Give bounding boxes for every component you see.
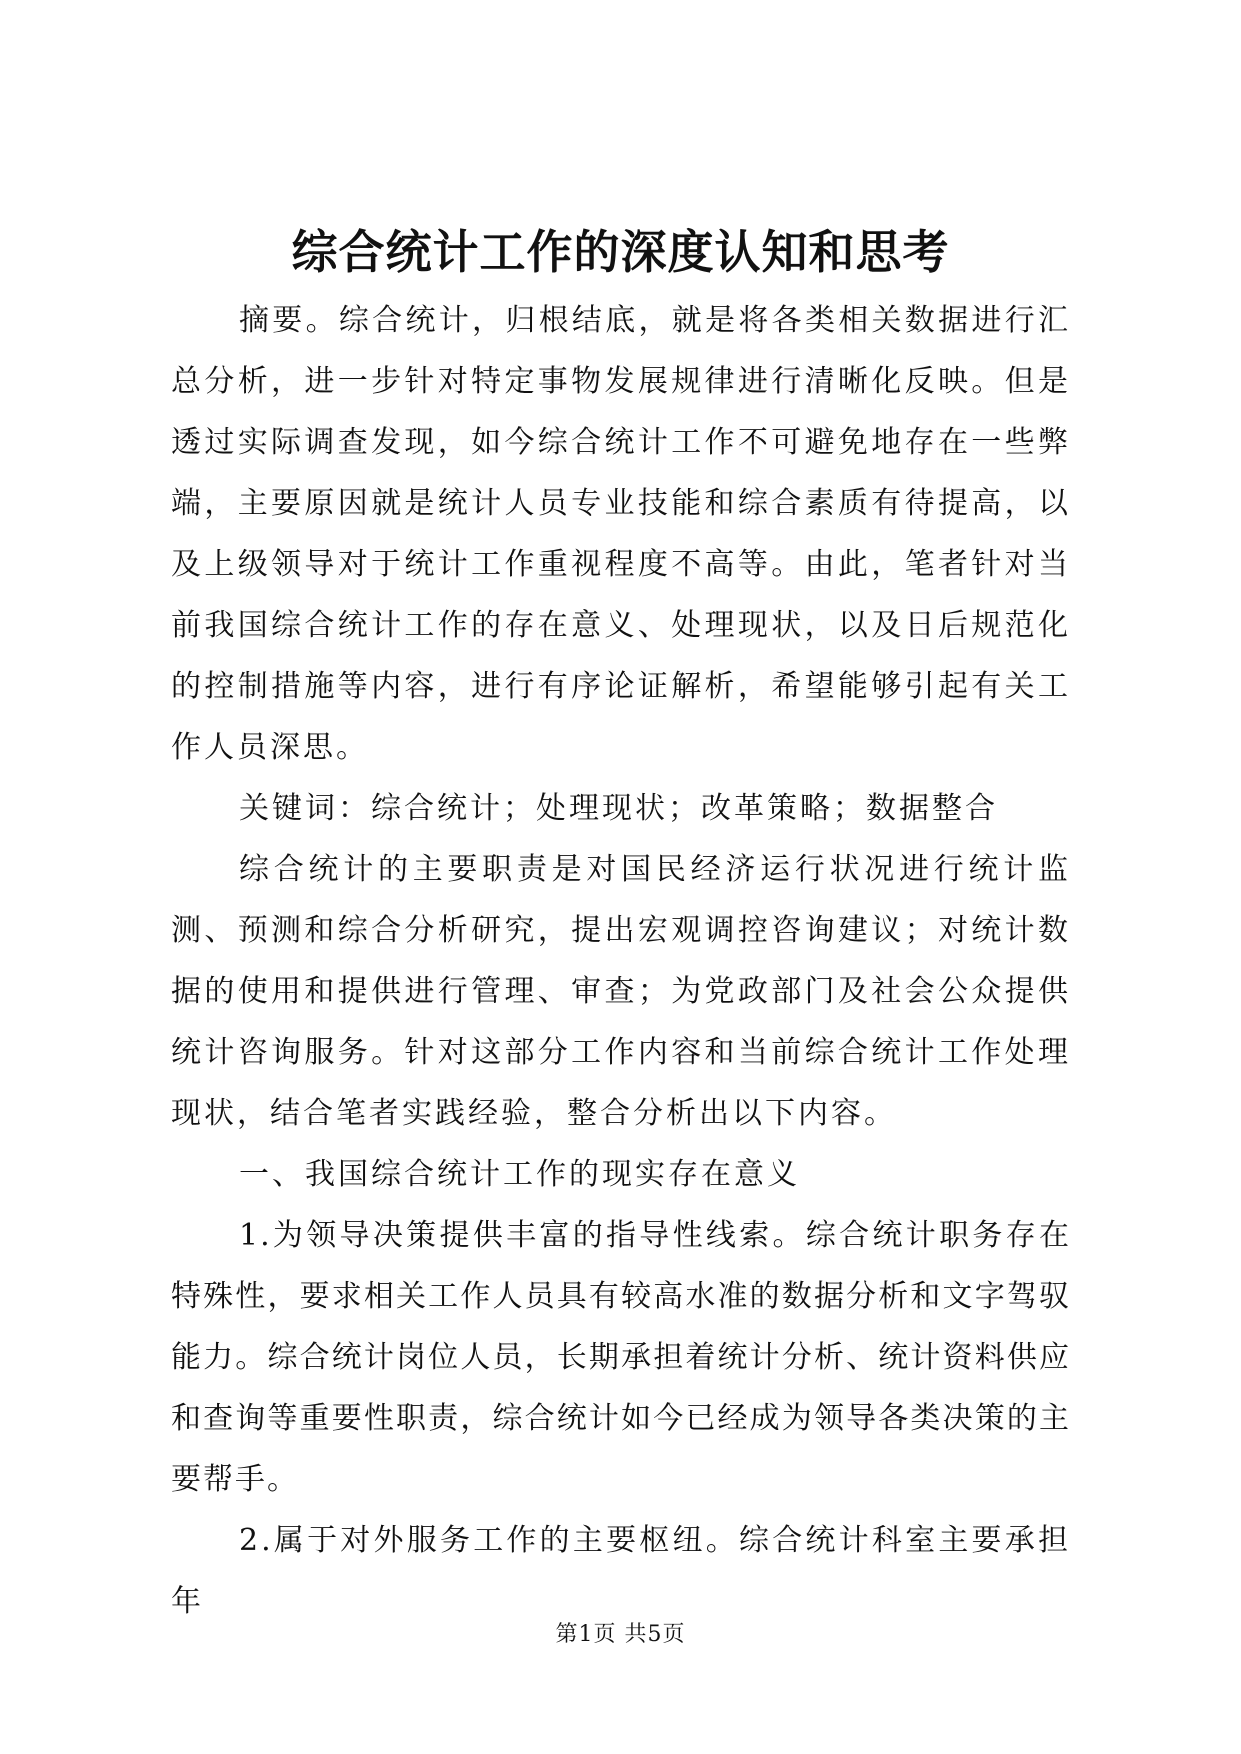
abstract-paragraph: 摘要。综合统计，归根结底，就是将各类相关数据进行汇总分析，进一步针对特定事物发展规律进行清晰化反映。但是透过实际调查发现，如今综合统计工作不可避免地存在一些弊端，主要原因就是统计人员专业技能和综合素质有待提高，以及上级领导对于统计工作重视程度不高等。由此，笔者针对当前我国综合统计工作的存在意义、处理现状，以及日后规范化的控制措施等内容，进行有序论证解析，希望能够引起有关工作人员深思。: [171, 303, 1071, 765]
point-2-paragraph: 2.属于对外服务工作的主要枢纽。综合统计科室主要承担年: [171, 1523, 1071, 1619]
document-body: [171, 290, 1071, 1632]
page-number-footer: 第1页 共5页: [555, 1622, 686, 1647]
keywords-paragraph: 关键词：综合统计；处理现状；改革策略；数据整合: [239, 791, 998, 826]
point-1-paragraph: 1.为领导决策提供丰富的指导性线索。综合统计职务存在特殊性，要求相关工作人员具有较高水准的数据分析和文字驾驭能力。综合统计岗位人员，长期承担着统计分析、统计资料供应和查询等重要性职责，综合统计如今已经成为领导各类决策的主要帮手。: [171, 1218, 1071, 1497]
intro-paragraph: 综合统计的主要职责是对国民经济运行状况进行统计监测、预测和综合分析研究，提出宏观调控咨询建议；对统计数据的使用和提供进行管理、审查；为党政部门及社会公众提供统计咨询服务。针对这部分工作内容和当前综合统计工作处理现状，结合笔者实践经验，整合分析出以下内容。: [171, 852, 1071, 1131]
document-title: 综合统计工作的深度认知和思考: [291, 225, 950, 279]
section-heading: 一、我国综合统计工作的现实存在意义: [239, 1157, 800, 1192]
